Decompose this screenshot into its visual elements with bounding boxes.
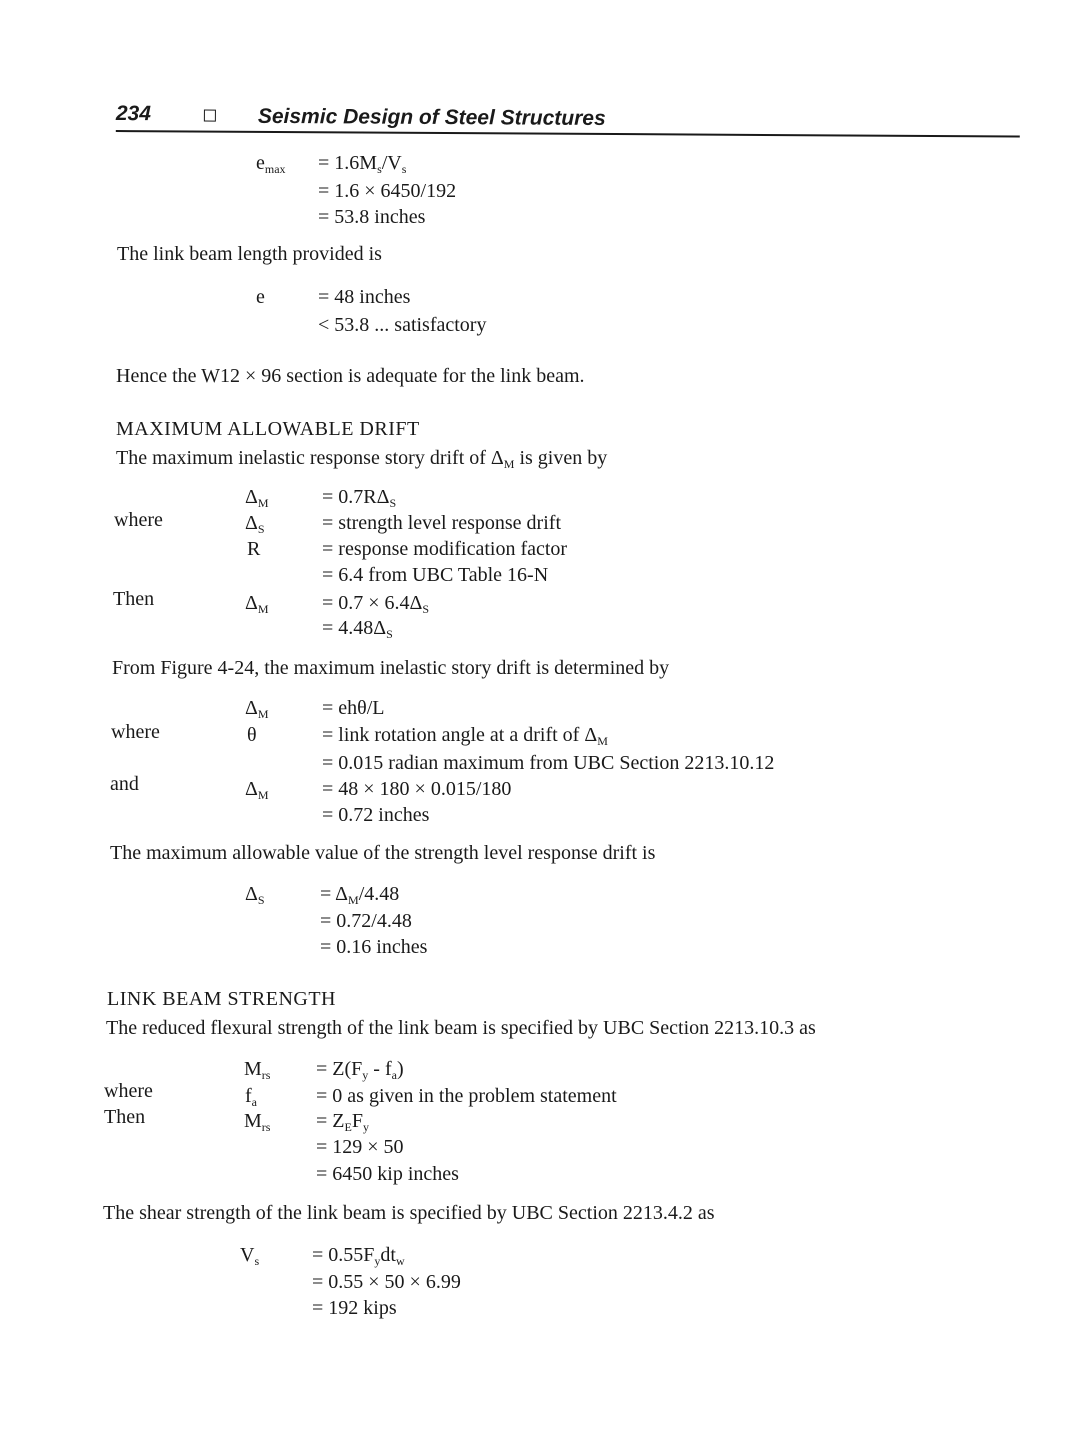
equation-line: = strength level response drift: [322, 512, 561, 534]
symbol-delta-m: $\Delta_M$: [245, 592, 269, 616]
label-then: Then: [104, 1106, 146, 1128]
symbol-m-rs: $M_{rs}$: [244, 1110, 271, 1134]
label-then: Then: [113, 588, 155, 610]
symbol-delta-s: $\Delta_S$: [245, 883, 265, 907]
equation-line: = 1.6 × 6450/192: [318, 180, 457, 202]
equation-line: = ehθ/L: [322, 697, 385, 719]
paragraph: From Figure 4-24, the maximum inelastic story drift is determined by: [112, 657, 670, 679]
label-where: where: [114, 509, 163, 531]
symbol-delta-m: $\Delta_M$: [245, 697, 269, 721]
equation-line: = 48 inches: [318, 286, 411, 308]
symbol-m-rs: $M_{rs}$: [244, 1058, 271, 1082]
symbol-theta: θ: [247, 724, 257, 746]
paragraph: The link beam length provided is: [117, 243, 382, 265]
paragraph: The maximum inelastic response story drift of $\Delta_M$ is given by: [116, 447, 608, 471]
equation-line: = 6450 kip inches: [316, 1163, 459, 1185]
running-header: [116, 100, 1020, 138]
equation-line: = link rotation angle at a drift of $\Delta_M$: [322, 724, 608, 748]
equation-line: = 0.72/4.48: [320, 910, 412, 932]
symbol-delta-m: $\Delta_M$: [245, 486, 269, 510]
page-number: 234: [115, 101, 152, 126]
equation-line: = 0.55 × 50 × 6.99: [312, 1271, 461, 1293]
paragraph: The reduced flexural strength of the link beam is specified by UBC Section 2213.10.3 as: [106, 1017, 816, 1039]
equation-line: = $0.55F_ydt_w$: [312, 1244, 405, 1268]
symbol-e: e: [256, 286, 265, 308]
symbol-v-s: $V_s$: [240, 1244, 260, 1268]
equation-line: = $1.6M_s/V_s$: [318, 152, 407, 176]
equation-line: < 53.8 ... satisfactory: [318, 314, 487, 336]
symbol-delta-m: $\Delta_M$: [245, 778, 269, 802]
equation-line: = 129 × 50: [316, 1136, 404, 1158]
equation-line: = 0.72 inches: [322, 804, 430, 826]
section-heading: MAXIMUM ALLOWABLE DRIFT: [116, 418, 420, 440]
equation-line: = response modification factor: [322, 538, 568, 560]
book-title: Seismic Design of Steel Structures: [257, 104, 606, 130]
equation-line: = $Z_EF_y$: [316, 1110, 369, 1134]
equation-line: = 192 kips: [312, 1297, 397, 1319]
square-box-icon: [204, 110, 216, 122]
equation-line: = $\Delta_M/4.48$: [320, 883, 400, 907]
equation-line: = 53.8 inches: [318, 206, 426, 228]
label-where: where: [104, 1080, 153, 1102]
equation-line: = 0 as given in the problem statement: [316, 1085, 617, 1107]
equation-line: = 0.015 radian maximum from UBC Section 2213.10.12: [322, 752, 775, 774]
equation-line: = $Z(F_y - f_a)$: [316, 1058, 404, 1082]
symbol-e-max: $e_{max}$: [256, 152, 286, 176]
paragraph: The maximum allowable value of the strength level response drift is: [110, 842, 656, 864]
label-where: where: [111, 721, 160, 743]
equation-line: = 0.16 inches: [320, 936, 428, 958]
symbol-r: R: [247, 538, 261, 560]
equation-line: = 6.4 from UBC Table 16-N: [322, 564, 549, 586]
equation-line: = 48 × 180 × 0.015/180: [322, 778, 512, 800]
section-heading: LINK BEAM STRENGTH: [107, 988, 336, 1010]
paragraph: The shear strength of the link beam is specified by UBC Section 2213.4.2 as: [103, 1202, 715, 1224]
equation-line: = $4.48\Delta_S$: [322, 617, 393, 641]
paragraph: Hence the W12 × 96 section is adequate for the link beam.: [116, 365, 585, 387]
equation-line: = $0.7R\Delta_S$: [322, 486, 397, 510]
symbol-delta-s: $\Delta_S$: [245, 512, 265, 536]
symbol-f-a: $f_a$: [245, 1085, 257, 1109]
label-and: and: [110, 773, 139, 795]
equation-line: = $0.7 \times 6.4\Delta_S$: [322, 592, 430, 616]
